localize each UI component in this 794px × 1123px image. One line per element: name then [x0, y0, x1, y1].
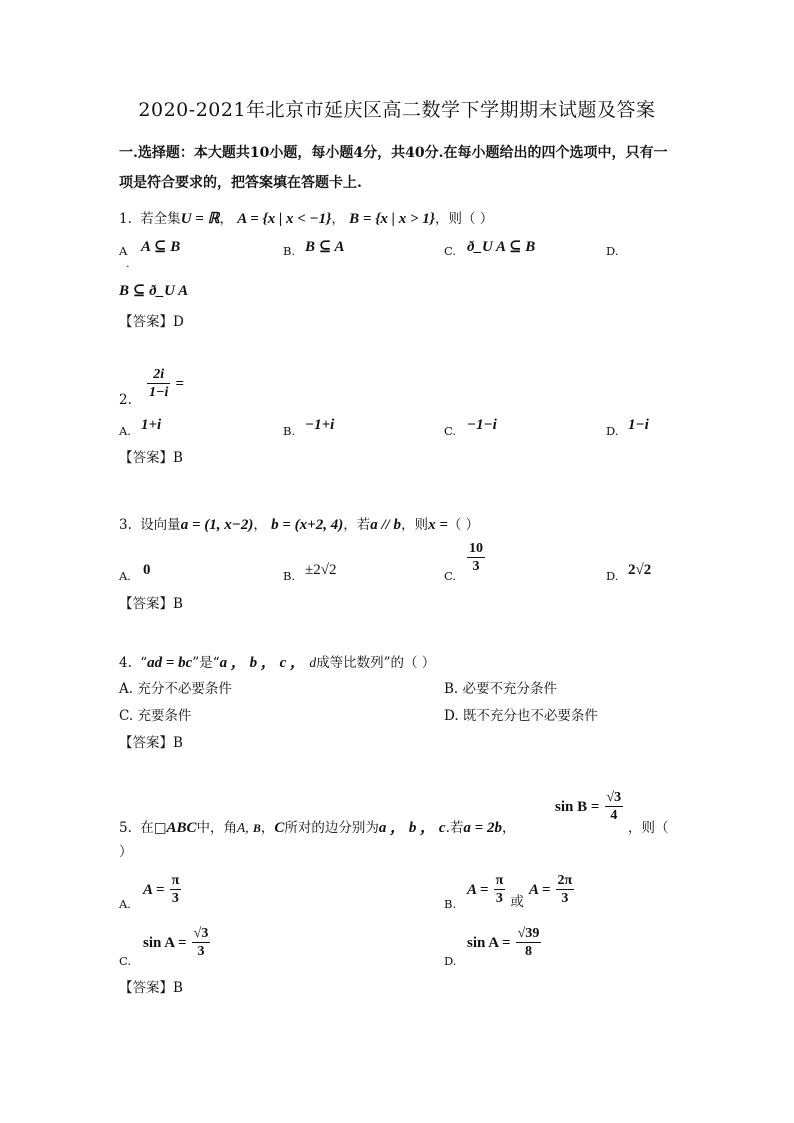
- q1-option-b-label: B.: [283, 244, 296, 258]
- fraction-numerator: π: [171, 873, 180, 888]
- q5-option-a-label: A.: [119, 897, 131, 911]
- option-label: D.: [444, 708, 459, 724]
- q3-option-b-label: B.: [283, 569, 296, 583]
- fraction-denominator: 4: [610, 808, 618, 823]
- q4-option-d: [444, 704, 598, 724]
- condition-expr: ad = bc: [147, 655, 193, 671]
- question-tail: ，则（ ）: [435, 211, 494, 227]
- option-content: 既不充分也不必要条件: [462, 708, 598, 724]
- page-title: 2020-2021年北京市延庆区高二数学下学期期末试题及答案: [138, 99, 656, 121]
- fraction-numerator: 10: [469, 541, 483, 556]
- option-lhs: A =: [467, 882, 489, 898]
- q3-option-a-label: A.: [119, 569, 131, 583]
- fraction-denominator: 1−i: [149, 385, 169, 400]
- fraction-denominator: 3: [472, 559, 480, 574]
- question-tail: 成等比数列”的（ ）: [316, 655, 436, 671]
- q2-option-b-content: −1+i: [305, 417, 335, 433]
- q5-option-c-label: C.: [119, 954, 132, 968]
- option-label: C.: [119, 708, 134, 724]
- q5-option-a-content: [143, 872, 181, 907]
- variable-c: C: [274, 820, 285, 836]
- set-b-expr: B = {x | x > 1}: [349, 211, 436, 227]
- option-content: 必要不充分条件: [462, 681, 558, 697]
- q4-option-c: [119, 704, 191, 724]
- fraction-denominator: 8: [525, 944, 533, 959]
- set-a-expr: A = {x | x < −1}: [237, 211, 332, 227]
- option-label: A: [119, 244, 128, 258]
- option-lhs: A =: [528, 882, 551, 898]
- fraction-numerator: √3: [193, 926, 209, 941]
- q4-option-a: [119, 677, 232, 697]
- q2-option-b-label: B.: [283, 424, 296, 438]
- question-tail: （ ）: [447, 517, 480, 533]
- question-number: 4.: [119, 655, 132, 671]
- question-tail-line2: ）: [119, 844, 133, 860]
- question-text: 设向量: [140, 517, 181, 533]
- fraction-numerator: 2π: [557, 873, 573, 888]
- or-word: 或: [510, 894, 524, 910]
- question-number: 3.: [119, 517, 132, 533]
- q5-option-b-content: [467, 872, 574, 910]
- parallel-condition: a // b: [370, 517, 402, 533]
- q3-option-b-content: ±2√2: [305, 562, 337, 578]
- q5-option-b-label: B.: [444, 897, 457, 911]
- sides: a ， b ， c: [378, 820, 446, 836]
- fraction-denominator: 3: [171, 891, 179, 906]
- question-text: 在: [140, 820, 154, 836]
- question-4-stem: [119, 651, 435, 672]
- q1-option-c-content: ð_U A ⊆ B: [467, 239, 536, 255]
- q5-option-c-content: [143, 925, 210, 960]
- triangle-name: ABC: [166, 820, 197, 836]
- question-text: 若全集: [140, 211, 181, 227]
- q3-option-d-content: 2√2: [628, 562, 652, 578]
- variable-b: B: [252, 821, 261, 835]
- option-label: A.: [119, 681, 134, 697]
- question-number: 2.: [119, 392, 132, 408]
- fraction-denominator: 3: [495, 891, 503, 906]
- q1-option-d-content: B ⊆ ð_U A: [119, 283, 189, 299]
- q2-answer: 【答案】B: [119, 450, 183, 466]
- q5-option-d-label: D.: [444, 954, 457, 968]
- section-heading: 一.选择题：本大题共10小题，每小题4分，共40分.在每小题给出的四个选项中，只有一项是符合要求的，把答案填在答题卡上.: [119, 145, 668, 191]
- q3-option-c-label: C.: [444, 569, 457, 583]
- question-1-stem: 1. 若全集U = ℝ， A = {x | x < −1}， B = {x | x > 1}，则（ ）: [119, 211, 494, 227]
- option-lhs: sin A =: [467, 935, 511, 951]
- q5-answer: 【答案】B: [119, 980, 183, 996]
- option-content: 充要条件: [137, 708, 192, 724]
- question-text-tail: ，则: [401, 517, 429, 533]
- option-label: B.: [444, 681, 459, 697]
- set-u-expr: U = ℝ: [180, 211, 220, 227]
- triangle-box: □: [153, 820, 167, 836]
- option-lhs: sin A =: [143, 935, 187, 951]
- q2-option-a-content: 1+i: [141, 417, 162, 433]
- vector-b-expr: b = (x+2, 4): [271, 517, 344, 533]
- q1-option-d-label: D.: [606, 244, 619, 258]
- question-3-stem: 3. 设向量a = (1, x−2)， b = (x+2, 4)，若a // b，则x =（ ）: [119, 517, 480, 533]
- variable-a: A,: [236, 820, 249, 835]
- sinb-lhs: sin B =: [555, 799, 600, 815]
- q1-answer: 【答案】D: [119, 314, 184, 330]
- fraction-numerator: 2i: [147, 366, 170, 384]
- q4-option-b: [444, 677, 557, 697]
- vector-a-expr: a = (1, x−2): [180, 517, 254, 533]
- fraction-numerator: √39: [517, 926, 540, 941]
- question-text: 中，角: [196, 820, 237, 836]
- question-number: 5.: [119, 820, 132, 836]
- q2-option-d-label: D.: [606, 424, 619, 438]
- quote-text: ”是“: [192, 655, 220, 671]
- sinb-expr: [555, 789, 623, 824]
- q4-answer: 【答案】B: [119, 735, 183, 751]
- equals-sign: =: [175, 376, 185, 392]
- question-text-mid: ，若: [343, 517, 371, 533]
- comma: ，: [501, 820, 516, 836]
- variable-d: d: [309, 655, 317, 670]
- q3-option-c-fraction: [467, 540, 485, 575]
- q1-option-a-dot: .: [126, 256, 130, 270]
- q2-option-c-content: −1−i: [467, 417, 497, 433]
- q1-option-b-content: B ⊆ A: [305, 239, 345, 255]
- question-number: 1.: [119, 211, 132, 227]
- option-content: 充分不必要条件: [137, 681, 232, 697]
- side-condition: a = 2b: [463, 820, 502, 836]
- x-equals: x =: [428, 517, 448, 533]
- fraction-denominator: 3: [561, 891, 569, 906]
- q3-option-d-label: D.: [606, 569, 619, 583]
- q1-option-c-label: C.: [444, 244, 457, 258]
- q5-option-d-content: [467, 925, 541, 960]
- q2-fraction: [147, 366, 184, 401]
- option-lhs: A =: [143, 882, 165, 898]
- comma: ，: [260, 820, 275, 836]
- q2-option-c-label: C.: [444, 424, 457, 438]
- fraction-denominator: 3: [197, 944, 205, 959]
- open-quote: “: [140, 655, 148, 671]
- question-text: .若: [445, 820, 464, 836]
- question-text: 所对的边分别为: [284, 820, 379, 836]
- fraction-numerator: √3: [606, 790, 622, 805]
- q2-option-a-label: A.: [119, 424, 131, 438]
- question-tail: ，则（: [628, 820, 669, 836]
- q3-option-a-content: 0: [143, 562, 151, 578]
- q2-option-d-content: 1−i: [628, 417, 649, 433]
- fraction-numerator: π: [495, 873, 504, 888]
- question-5-stem: [119, 816, 515, 837]
- variables: a ， b ， c ，: [219, 655, 306, 671]
- q1-option-a-content: A ⊆ B: [141, 239, 181, 255]
- q3-answer: 【答案】B: [119, 596, 183, 612]
